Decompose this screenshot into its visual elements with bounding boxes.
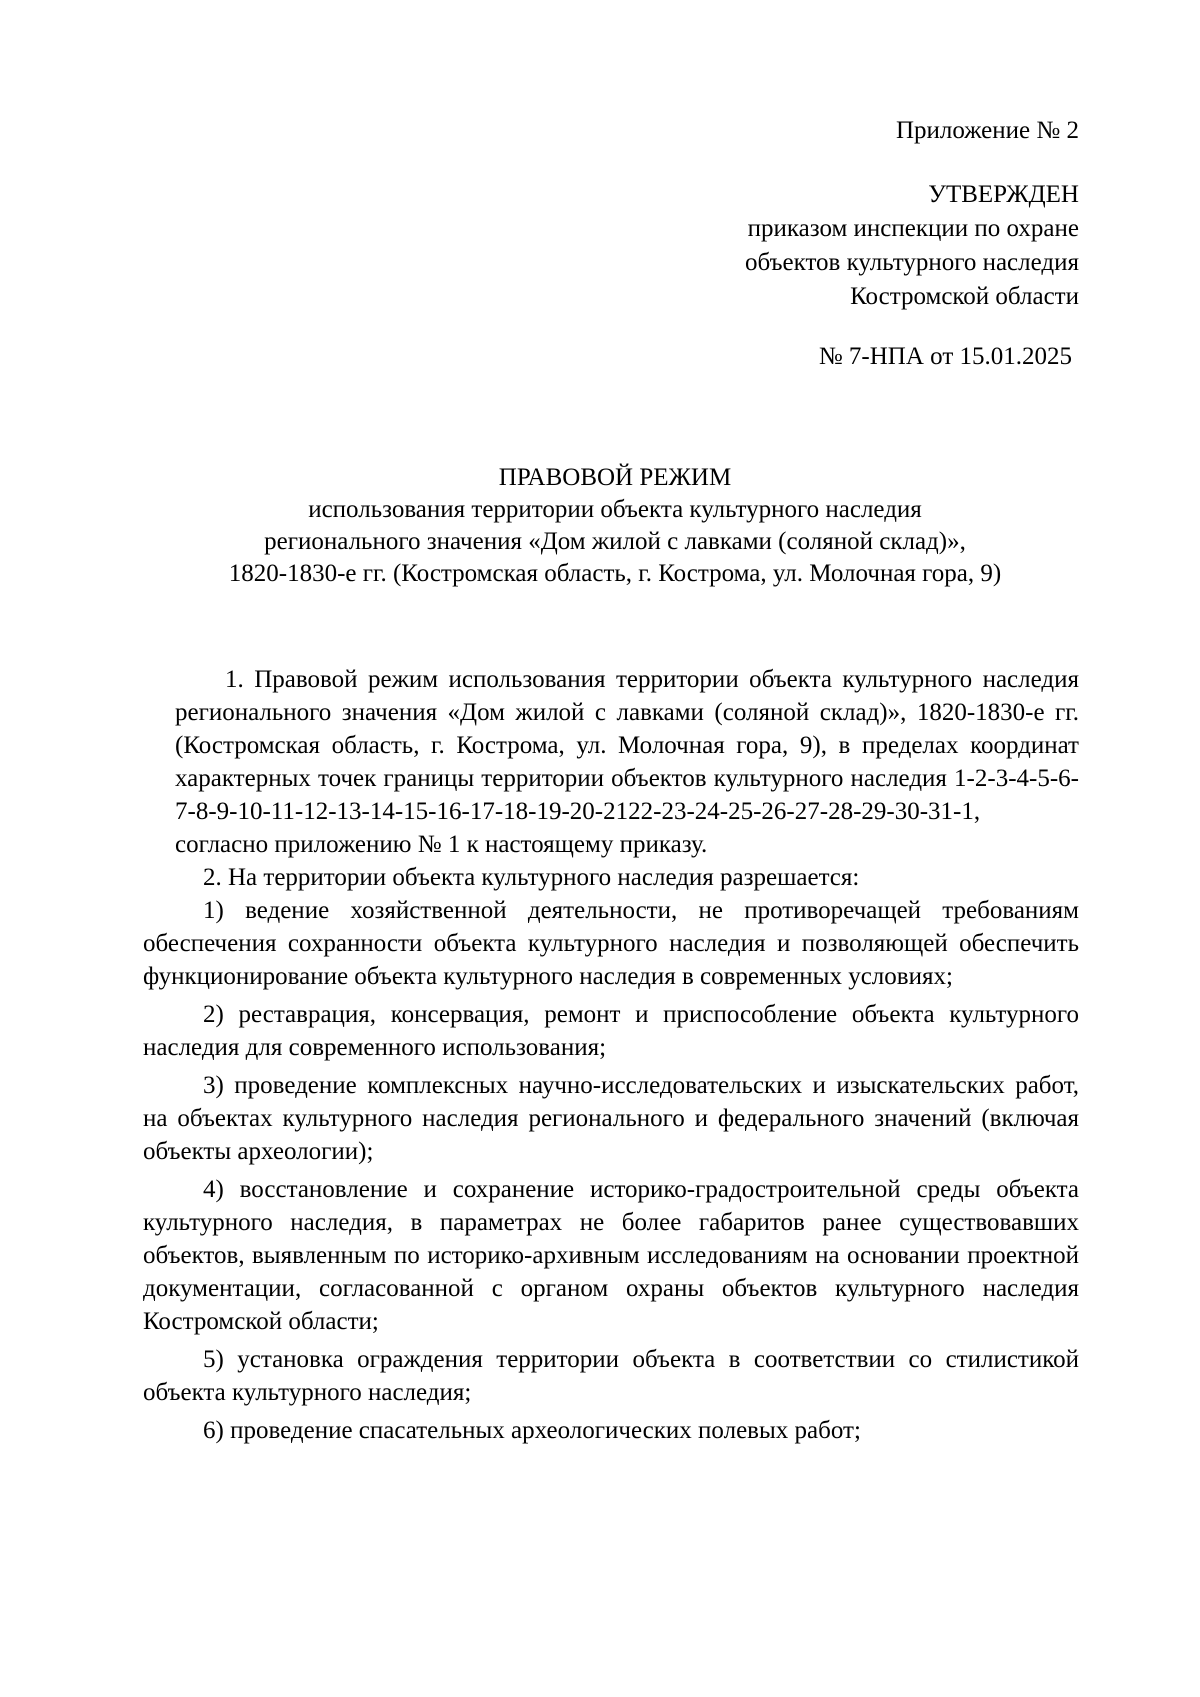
title-line: использования территории объекта культурного наследия xyxy=(308,496,922,523)
title-line: 1820-1830-е гг. (Костромская область, г. Кострома, ул. Молочная гора, 9) xyxy=(228,560,1002,587)
approved-by-line: Костромской области xyxy=(850,283,1079,310)
document-body xyxy=(143,663,1079,1447)
list-item-5: 5) установка ограждения территории объекта в соответствии со стилистикой объекта культурного наследия; xyxy=(143,1346,1079,1406)
list-item-2: 2) реставрация, консервация, ремонт и приспособление объекта культурного наследия для современного использования; xyxy=(143,1001,1079,1061)
document-title xyxy=(0,462,1200,590)
approved-stamp-text: УТВЕРЖДЕН xyxy=(928,181,1079,208)
list-item-3: 3) проведение комплексных научно-исследовательских и изыскательских работ, на объектах культурного наследия регионального и федерального значений (включая объекты археологии); xyxy=(143,1072,1079,1165)
title-heading: ПРАВОВОЙ РЕЖИМ xyxy=(498,464,732,491)
list-item-4: 4) восстановление и сохранение историко-градостроительной среды объекта культурного наследия, в параметрах не более габаритов ранее существовавших объектов, выявленным по историко-архивным исследованиям на основании проектной документации, согласованной с органом охраны объектов культурного наследия Костромской области; xyxy=(143,1176,1079,1335)
paragraph-2: 2. На территории объекта культурного наследия разрешается: xyxy=(203,864,860,891)
order-number: № 7-НПА от 15.01.2025 xyxy=(818,343,1072,370)
list-item-1: 1) ведение хозяйственной деятельности, не противоречащей требованиям обеспечения сохранности объекта культурного наследия и позволяющей обеспечить функционирование объекта культурного наследия в современных условиях; xyxy=(143,897,1079,990)
list-item-6: 6) проведение спасательных археологических полевых работ; xyxy=(203,1417,861,1444)
approval-block xyxy=(745,178,1079,314)
title-line: регионального значения «Дом жилой с лавками (соляной склад)», xyxy=(264,528,966,555)
approved-by-line: приказом инспекции по охране xyxy=(747,215,1079,242)
approved-by-line: объектов культурного наследия xyxy=(745,249,1079,276)
paragraph-1: 1. Правовой режим использования территории объекта культурного наследия регионального значения «Дом жилой с лавками (соляной склад)», 1820-1830-е гг. (Костромская область, г. Кострома, ул. Молочная гора, 9), в пределах координат характерных точек границы территории объектов культурного наследия 1-2-3-4-5-6-7-8-9-10-11-12-13-14-15-16-17-18-19-20-2122-23-24-25-26-27-28-29-30-31-1, согласно приложению № 1 к настоящему приказу. xyxy=(175,666,1079,858)
appendix-label: Приложение № 2 xyxy=(895,117,1079,144)
